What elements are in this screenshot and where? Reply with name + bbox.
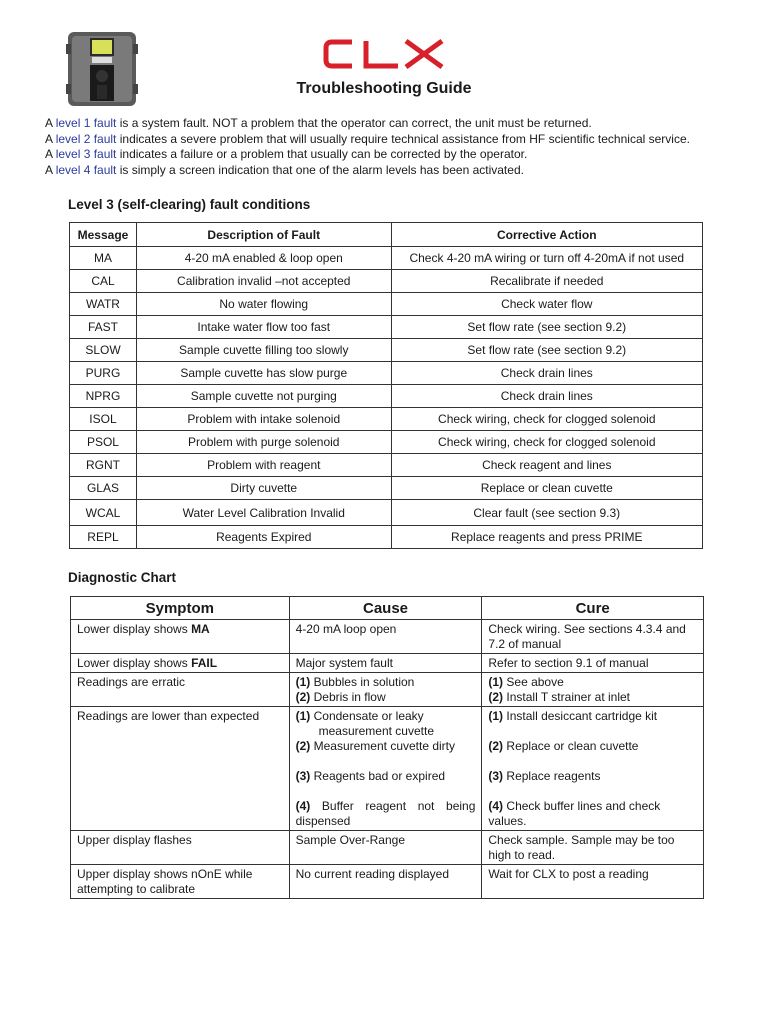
cause-cell: 4-20 mA loop open: [289, 620, 482, 654]
fault-cell: No water flowing: [136, 293, 391, 316]
level-prefix: A: [45, 116, 56, 130]
column-header: Symptom: [71, 597, 290, 620]
fault-cell: Calibration invalid –not accepted: [136, 270, 391, 293]
cause-cell: [289, 707, 482, 831]
table-row: [71, 707, 704, 831]
cause-text: Buffer reagent not being: [310, 799, 476, 813]
column-header: Message: [70, 223, 137, 247]
item-number: (1): [295, 675, 311, 689]
cause-text: Reagents bad or expired: [310, 769, 446, 783]
cure-cell: [482, 673, 704, 707]
cause-text: Bubbles in solution: [310, 675, 415, 689]
fault-cell: Sample cuvette not purging: [136, 385, 391, 408]
action-cell: Check wiring, check for clogged solenoid: [391, 431, 702, 454]
diagnostic-chart-table: [70, 596, 704, 899]
action-cell: Replace or clean cuvette: [391, 477, 702, 500]
message-cell: ISOL: [70, 408, 137, 431]
level-1-line: [45, 116, 690, 132]
level-3-line: [45, 147, 690, 163]
cause-cell: No current reading displayed: [289, 865, 482, 899]
column-header: Cause: [289, 597, 482, 620]
item-number: (3): [295, 769, 311, 783]
cause-text-cont: dispensed: [295, 814, 351, 828]
level-4-link[interactable]: level 4 fault: [55, 162, 117, 177]
action-cell: Check reagent and lines: [391, 454, 702, 477]
action-cell: Clear fault (see section 9.3): [391, 500, 702, 526]
item-number: (1): [488, 675, 504, 689]
action-cell: Check drain lines: [391, 362, 702, 385]
cure-cell: Wait for CLX to post a reading: [482, 865, 704, 899]
cause-text-cont: measurement cuvette: [318, 724, 434, 738]
table-row: [70, 293, 703, 316]
cure-cell: Refer to section 9.1 of manual: [482, 654, 704, 673]
item-number: (2): [488, 690, 504, 704]
cure-text: Install desiccant cartridge kit: [503, 709, 658, 723]
diagnostic-heading: Diagnostic Chart: [68, 570, 177, 585]
cause-text: Condensate or leaky: [310, 709, 424, 723]
column-header: Cure: [482, 597, 704, 620]
message-cell: MA: [70, 247, 137, 270]
item-number: (4): [295, 799, 311, 813]
level-prefix: A: [45, 147, 56, 161]
fault-cell: Sample cuvette filling too slowly: [136, 339, 391, 362]
message-cell: FAST: [70, 316, 137, 339]
message-cell: PURG: [70, 362, 137, 385]
fault-cell: Problem with reagent: [136, 454, 391, 477]
level-3-link[interactable]: level 3 fault: [55, 147, 117, 161]
table-row: [71, 865, 704, 899]
level-text: is simply a screen indication that one of the alarm levels has been activated.: [116, 162, 524, 177]
table-row: [70, 431, 703, 454]
fault-cell: Intake water flow too fast: [136, 316, 391, 339]
level-4-line: [45, 163, 690, 179]
symptom-cell: [71, 654, 290, 673]
fault-cell: Problem with intake solenoid: [136, 408, 391, 431]
page-title: Troubleshooting Guide: [296, 80, 472, 97]
table-header-row: [70, 223, 703, 247]
message-cell: GLAS: [70, 477, 137, 500]
cure-text: See above: [503, 675, 564, 689]
level-prefix: A: [45, 131, 56, 146]
fault-cell: Sample cuvette has slow purge: [136, 362, 391, 385]
level-1-link[interactable]: level 1 fault: [55, 116, 117, 130]
item-number: (1): [488, 709, 504, 723]
cause-text: Measurement cuvette dirty: [310, 739, 456, 753]
item-number: (4): [488, 799, 504, 813]
table-row: [71, 831, 704, 865]
level-2-line: [45, 132, 690, 148]
symptom-cell: Upper display shows nOnE while attempting to calibrate: [71, 865, 290, 899]
action-cell: Check 4-20 mA wiring or turn off 4-20mA if not used: [391, 247, 702, 270]
table-row: [71, 654, 704, 673]
table-row: [71, 673, 704, 707]
table-row: [70, 526, 703, 549]
table-row: [70, 362, 703, 385]
message-cell: PSOL: [70, 431, 137, 454]
cause-cell: Major system fault: [289, 654, 482, 673]
fault-cell: Problem with purge solenoid: [136, 431, 391, 454]
cure-text: Replace or clean cuvette: [503, 739, 639, 753]
message-cell: SLOW: [70, 339, 137, 362]
action-cell: Check water flow: [391, 293, 702, 316]
cause-text: Debris in flow: [310, 690, 386, 704]
cause-cell: [289, 673, 482, 707]
cure-cell: Check wiring. See sections 4.3.4 and 7.2 of manual: [482, 620, 704, 654]
display-code: FAIL: [191, 656, 218, 670]
fault-cell: Water Level Calibration Invalid: [136, 500, 391, 526]
action-cell: Recalibrate if needed: [391, 270, 702, 293]
cure-text: Install T strainer at inlet: [503, 690, 631, 704]
clx-logo: [322, 38, 446, 70]
item-number: (1): [295, 709, 311, 723]
cure-cell: [482, 707, 704, 831]
column-header: Description of Fault: [136, 223, 391, 247]
level-text: is a system fault. NOT a problem that the operator can correct, the unit must be returned.: [116, 116, 592, 130]
action-cell: Check drain lines: [391, 385, 702, 408]
table-row: [70, 385, 703, 408]
table-row: [70, 247, 703, 270]
table-header-row: [71, 597, 704, 620]
item-number: (2): [295, 739, 311, 753]
cure-text: Check buffer lines and check values.: [488, 799, 661, 828]
display-code: MA: [191, 622, 210, 636]
message-cell: RGNT: [70, 454, 137, 477]
message-cell: CAL: [70, 270, 137, 293]
table-row: [70, 500, 703, 526]
symptom-text: Lower display shows: [77, 656, 192, 670]
level-2-link[interactable]: level 2 fault: [55, 131, 117, 146]
message-cell: WCAL: [70, 500, 137, 526]
table-row: [70, 454, 703, 477]
symptom-cell: Upper display flashes: [71, 831, 290, 865]
fault-cell: 4-20 mA enabled & loop open: [136, 247, 391, 270]
item-number: (2): [488, 739, 504, 753]
table-row: [71, 620, 704, 654]
table-row: [70, 339, 703, 362]
table-row: [70, 316, 703, 339]
item-number: (2): [295, 690, 311, 704]
fault-level-descriptions: [45, 116, 690, 178]
level3-heading: Level 3 (self-clearing) fault conditions: [68, 197, 311, 212]
message-cell: NPRG: [70, 385, 137, 408]
symptom-text: Lower display shows: [77, 622, 192, 636]
action-cell: Set flow rate (see section 9.2): [391, 316, 702, 339]
item-number: (3): [488, 769, 504, 783]
level-text: indicates a severe problem that will usually require technical assistance from HF scientific technical service.: [116, 131, 690, 146]
cause-cell: Sample Over-Range: [289, 831, 482, 865]
message-cell: REPL: [70, 526, 137, 549]
message-cell: WATR: [70, 293, 137, 316]
table-row: [70, 270, 703, 293]
table-row: [70, 477, 703, 500]
cure-cell: Check sample. Sample may be too high to read.: [482, 831, 704, 865]
symptom-cell: Readings are erratic: [71, 673, 290, 707]
cure-text: Replace reagents: [503, 769, 601, 783]
level-prefix: A: [45, 162, 56, 177]
action-cell: Set flow rate (see section 9.2): [391, 339, 702, 362]
symptom-cell: [71, 620, 290, 654]
level3-fault-table: [69, 222, 703, 549]
level-text: indicates a failure or a problem that usually can be corrected by the operator.: [116, 147, 528, 161]
action-cell: Check wiring, check for clogged solenoid: [391, 408, 702, 431]
symptom-cell: Readings are lower than expected: [71, 707, 290, 831]
action-cell: Replace reagents and press PRIME: [391, 526, 702, 549]
fault-cell: Dirty cuvette: [136, 477, 391, 500]
column-header: Corrective Action: [391, 223, 702, 247]
table-row: [70, 408, 703, 431]
fault-cell: Reagents Expired: [136, 526, 391, 549]
